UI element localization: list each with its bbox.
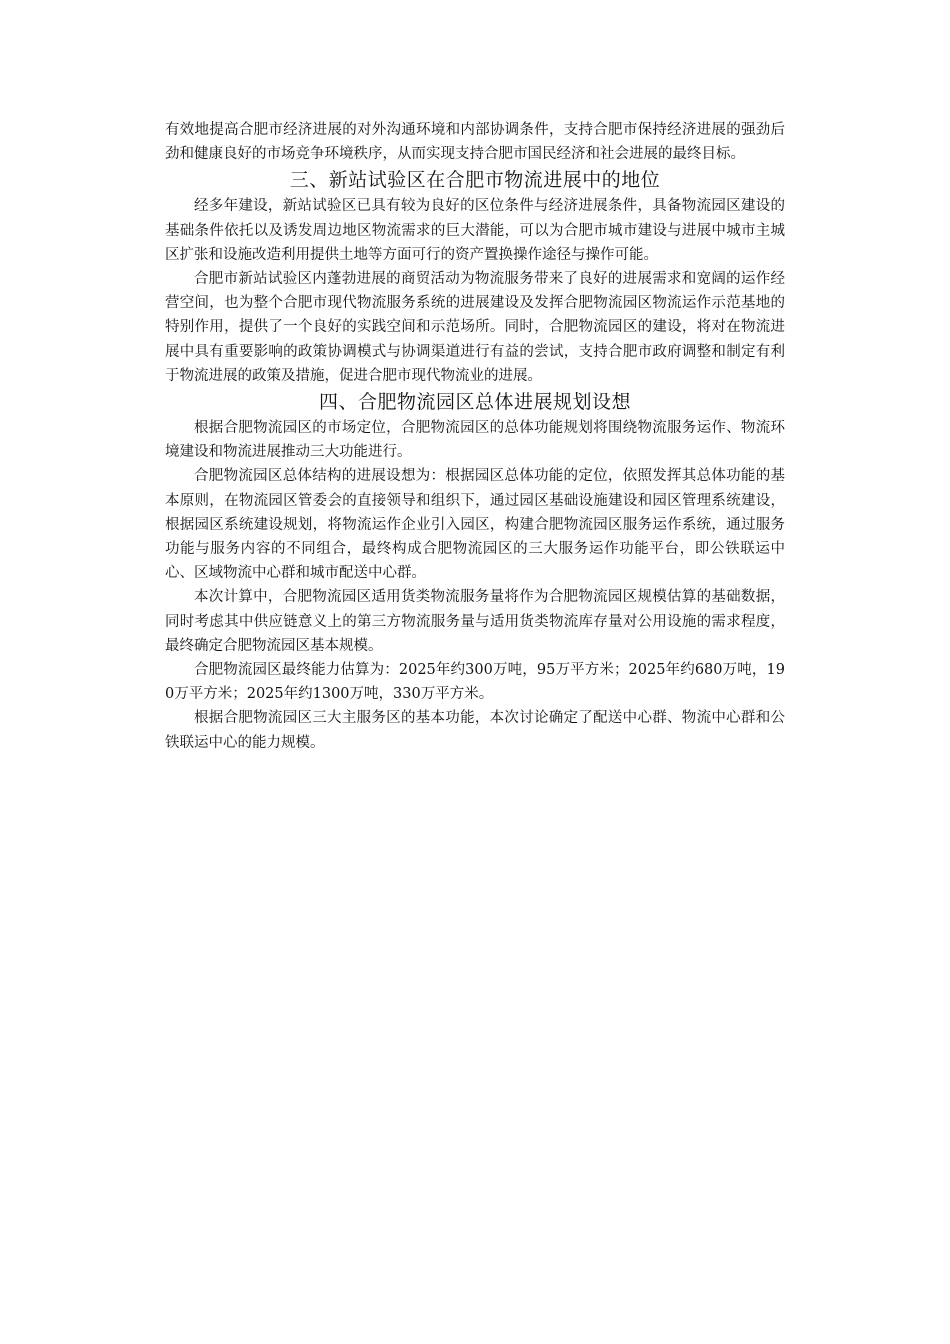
- section-4-paragraph-4: 合肥物流园区最终能力估算为：2025年约300万吨，95万平方米；2025年约680万吨，190万平方米；2025年约1300万吨，330万平方米。: [165, 662, 785, 703]
- section-3-paragraph-2: 合肥市新站试验区内蓬勃进展的商贸活动为物流服务带来了良好的进展需求和宽阔的运作经营空间，也为整个合肥市现代物流服务系统的进展建设及发挥合肥物流园区物流运作示范基地的特别作用，提供了一个良好的实践空间和示范场所。同时，合肥物流园区的建设，将对在物流进展中具有重要影响的政策协调模式与协调渠道进行有益的尝试，支持合肥市政府调整和制定有利于物流进展的政策及措施，促进合肥市现代物流业的进展。: [165, 271, 785, 384]
- section-4-paragraph-2: 合肥物流园区总体结构的进展设想为：根据园区总体功能的定位，依照发挥其总体功能的基本原则，在物流园区管委会的直接领导和组织下，通过园区基础设施建设和园区管理系统建设，根据园区系统建设规划，将物流运作企业引入园区，构建合肥物流园区服务运作系统，通过服务功能与服务内容的不同组合，最终构成合肥物流园区的三大服务运作功能平台，即公铁联运中心、区域物流中心群和城市配送中心群。: [165, 468, 785, 582]
- section-3-paragraph-1: 经多年建设，新站试验区已具有较为良好的区位条件与经济进展条件，具备物流园区建设的基础条件依托以及诱发周边地区物流需求的巨大潜能，可以为合肥市城市建设与进展中城市主城区扩张和设施改造利用提供土地等方面可行的资产置换操作途径与操作可能。: [165, 198, 785, 263]
- section-3-heading: 三、新站试验区在合肥市物流进展中的地位: [289, 169, 661, 192]
- section-4-heading: 四、合肥物流园区总体进展规划设想: [318, 391, 631, 414]
- section-4-paragraph-3: 本次计算中，合肥物流园区适用货类物流服务量将作为合肥物流园区规模估算的基础数据，同时考虑其中供应链意义上的第三方物流服务量与适用货类物流库存量对公用设施的需求程度，最终确定合肥物流园区基本规模。: [165, 589, 785, 654]
- intro-paragraph: 有效地提高合肥市经济进展的对外沟通环境和内部协调条件，支持合肥市保持经济进展的强劲后劲和健康良好的市场竞争环境秩序，从而实现支持合肥市国民经济和社会进展的最终目标。: [165, 122, 785, 163]
- section-4-paragraph-5: 根据合肥物流园区三大主服务区的基本功能，本次讨论确定了配送中心群、物流中心群和公铁联运中心的能力规模。: [165, 710, 785, 751]
- document-page: [165, 118, 785, 755]
- section-4-paragraph-1: 根据合肥物流园区的市场定位，合肥物流园区的总体功能规划将围绕物流服务运作、物流环境建设和物流进展推动三大功能进行。: [165, 420, 785, 461]
